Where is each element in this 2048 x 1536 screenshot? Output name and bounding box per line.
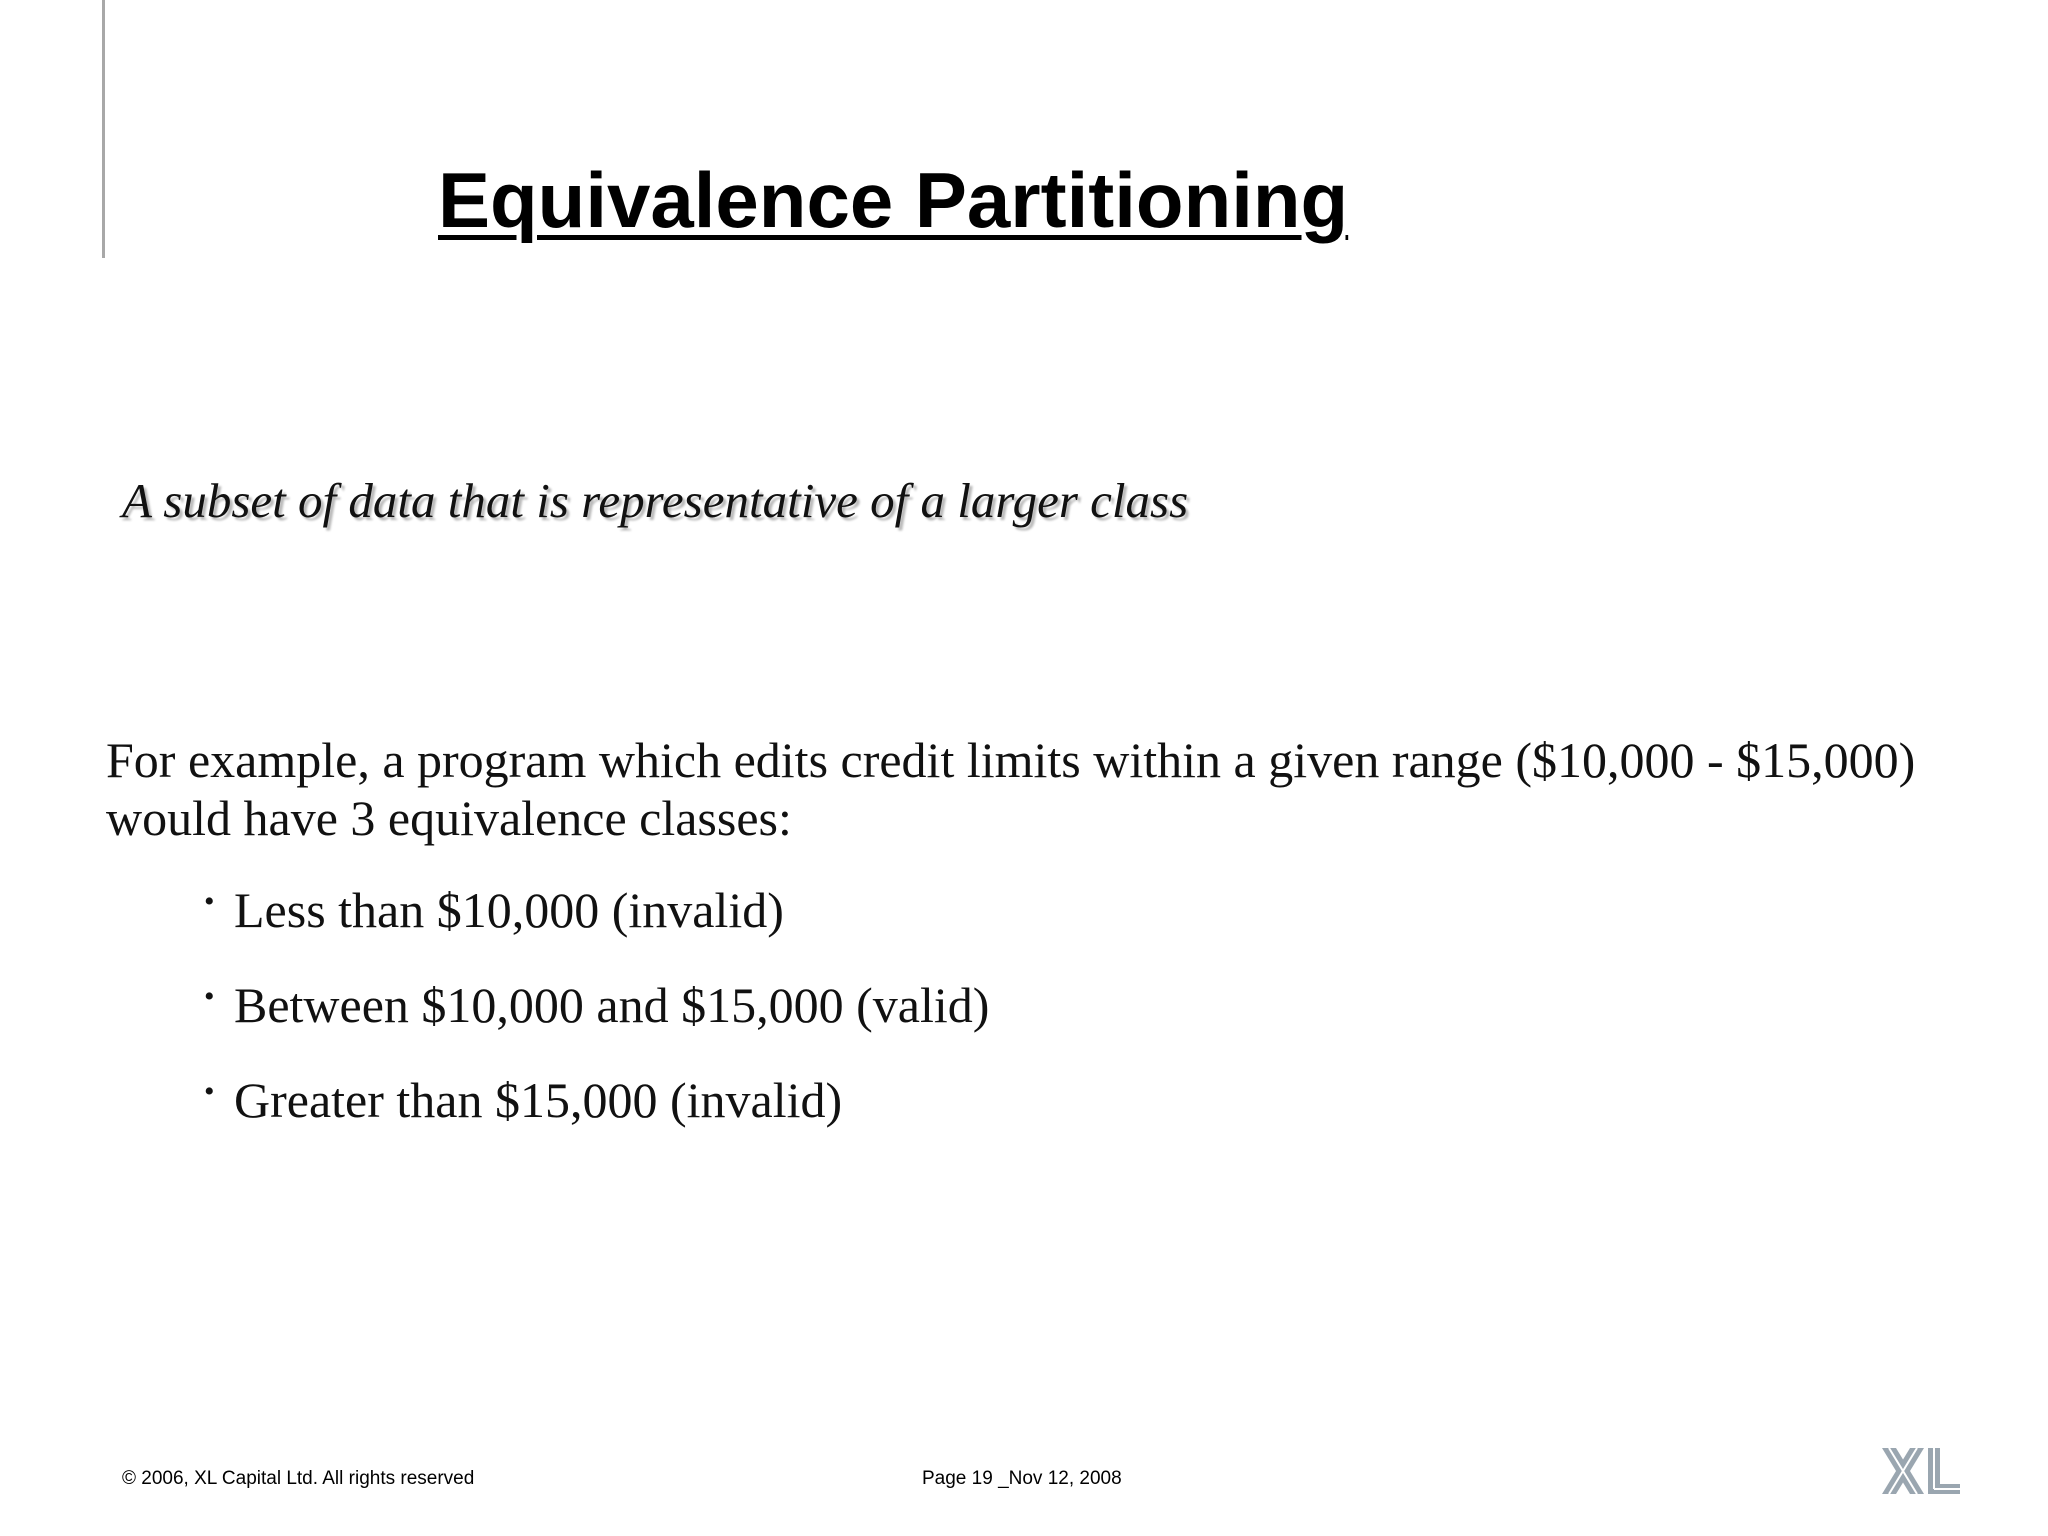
slide-title: Equivalence Partitioning: [438, 156, 1349, 244]
footer-page-number: Page 19 _Nov 12, 2008: [922, 1468, 1122, 1489]
bullet-text: Between $10,000 and $15,000 (valid): [234, 977, 990, 1033]
bullet-list: [204, 873, 989, 1158]
bullet-icon: •: [204, 980, 215, 1013]
body-paragraph: [106, 731, 1915, 847]
footer-copyright: © 2006, XL Capital Ltd. All rights reserved: [122, 1468, 475, 1489]
bullet-item: [204, 873, 989, 939]
bullet-item: [204, 1063, 989, 1129]
bullet-icon: •: [204, 885, 215, 918]
xl-logo-icon: [1880, 1446, 1962, 1496]
bullet-text: Greater than $15,000 (invalid): [234, 1072, 843, 1128]
bullet-icon: •: [204, 1075, 215, 1108]
bullet-text: Less than $10,000 (invalid): [234, 882, 784, 938]
body-line: would have 3 equivalence classes:: [106, 790, 792, 846]
body-line: For example, a program which edits credit limits within a given range ($10,000 - $15,000): [106, 732, 1916, 788]
bullet-item: [204, 968, 989, 1034]
left-divider-line: [102, 0, 105, 258]
slide-subtitle: A subset of data that is representative of a larger class: [122, 473, 1189, 528]
